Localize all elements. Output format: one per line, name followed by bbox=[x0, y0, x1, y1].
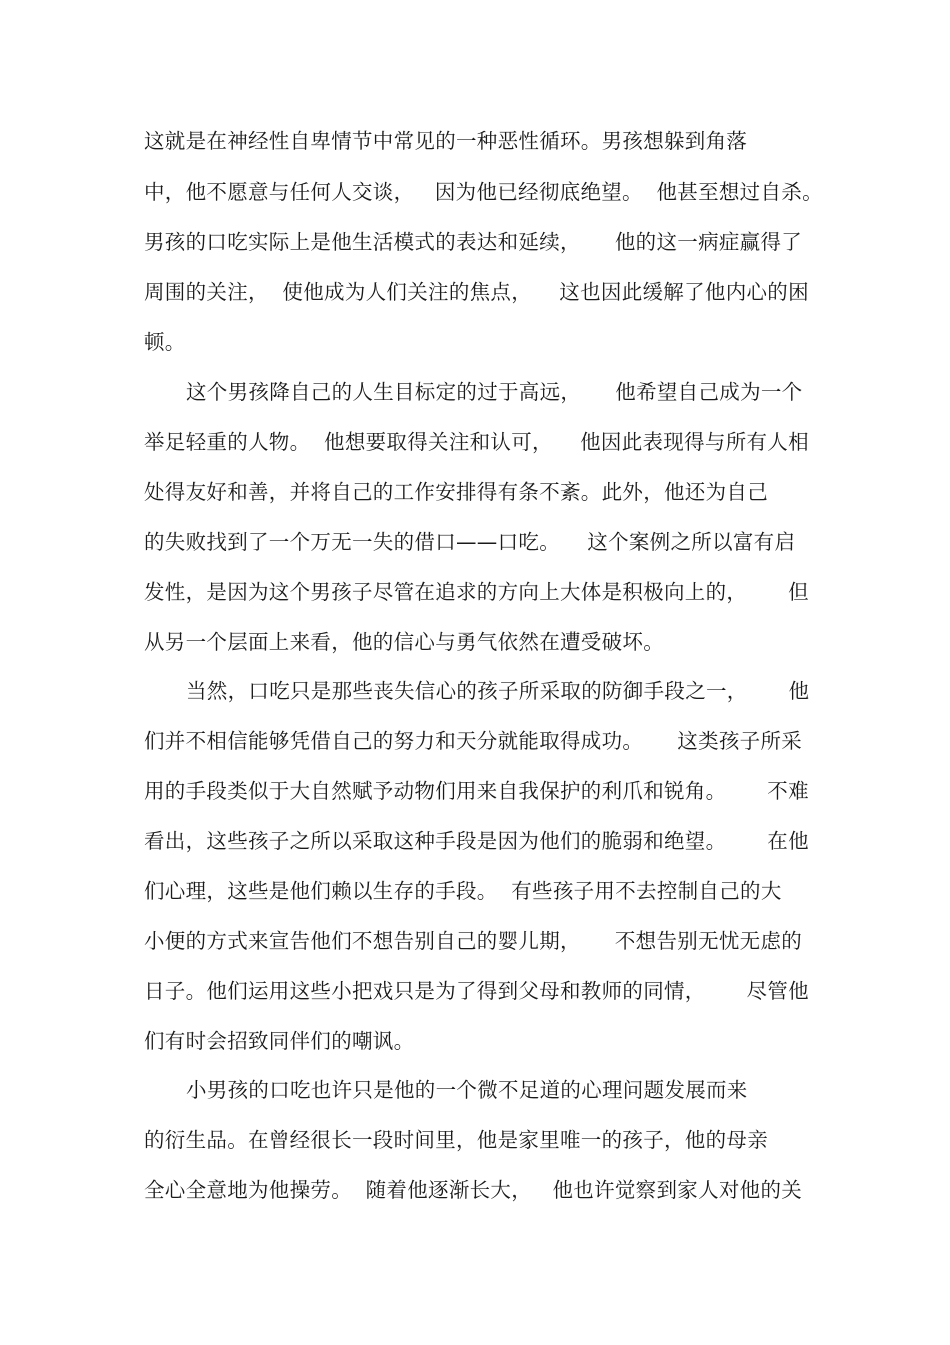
text-line: 周围的关注， 使他成为人们关注的焦点， 这也因此缓解了他内心的困 bbox=[144, 280, 809, 304]
text-line: 日子。他们运用这些小把戏只是为了得到父母和教师的同情， 尽管他 bbox=[144, 979, 809, 1003]
text-line: 看出，这些孩子之所以采取这种手段是因为他们的脆弱和绝望。 在他 bbox=[144, 829, 809, 853]
paragraph-first-line: 小男孩的口吃也许只是他的一个微不足道的心理问题发展而来 bbox=[186, 1078, 748, 1102]
text-line: 们并不相信能够凭借自己的努力和天分就能取得成功。 这类孩子所采 bbox=[144, 729, 803, 753]
text-line: 顿。 bbox=[144, 330, 186, 354]
text-line: 们有时会招致同伴们的嘲讽。 bbox=[144, 1029, 415, 1053]
text-line: 从另一个层面上来看，他的信心与勇气依然在遭受破坏。 bbox=[144, 630, 664, 654]
paragraph-first-line: 当然，口吃只是那些丧失信心的孩子所采取的防御手段之一， 他 bbox=[186, 679, 810, 703]
text-line: 们心理，这些是他们赖以生存的手段。 有些孩子用不去控制自己的大 bbox=[144, 879, 782, 903]
text-line: 用的手段类似于大自然赋予动物们用来自我保护的利爪和锐角。 不难 bbox=[144, 779, 809, 803]
text-line: 小便的方式来宣告他们不想告别自己的婴儿期， 不想告别无忧无虑的 bbox=[144, 929, 803, 953]
text-line: 的失败找到了一个万无一失的借口——口吃。 这个案例之所以富有启 bbox=[144, 530, 796, 554]
paragraph-first-line: 这个男孩降自己的人生目标定的过于高远， 他希望自己成为一个 bbox=[186, 380, 803, 404]
text-line: 全心全意地为他操劳。 随着他逐渐长大， 他也许觉察到家人对他的关 bbox=[144, 1178, 803, 1202]
text-line: 的衍生品。在曾经很长一段时间里，他是家里唯一的孩子，他的母亲 bbox=[144, 1128, 768, 1152]
text-line: 男孩的口吃实际上是他生活模式的表达和延续， 他的这一病症赢得了 bbox=[144, 230, 803, 254]
text-line: 中，他不愿意与任何人交谈， 因为他已经彻底绝望。 他甚至想过自杀。 bbox=[144, 180, 823, 204]
text-line: 举足轻重的人物。 他想要取得关注和认可， 他因此表现得与所有人相 bbox=[144, 430, 809, 454]
text-line: 这就是在神经性自卑情节中常见的一种恶性循环。男孩想躲到角落 bbox=[144, 129, 748, 153]
text-line: 发性，是因为这个男孩子尽管在追求的方向上大体是积极向上的， 但 bbox=[144, 580, 809, 604]
text-line: 处得友好和善，并将自己的工作安排得有条不紊。此外，他还为自己 bbox=[144, 480, 768, 504]
